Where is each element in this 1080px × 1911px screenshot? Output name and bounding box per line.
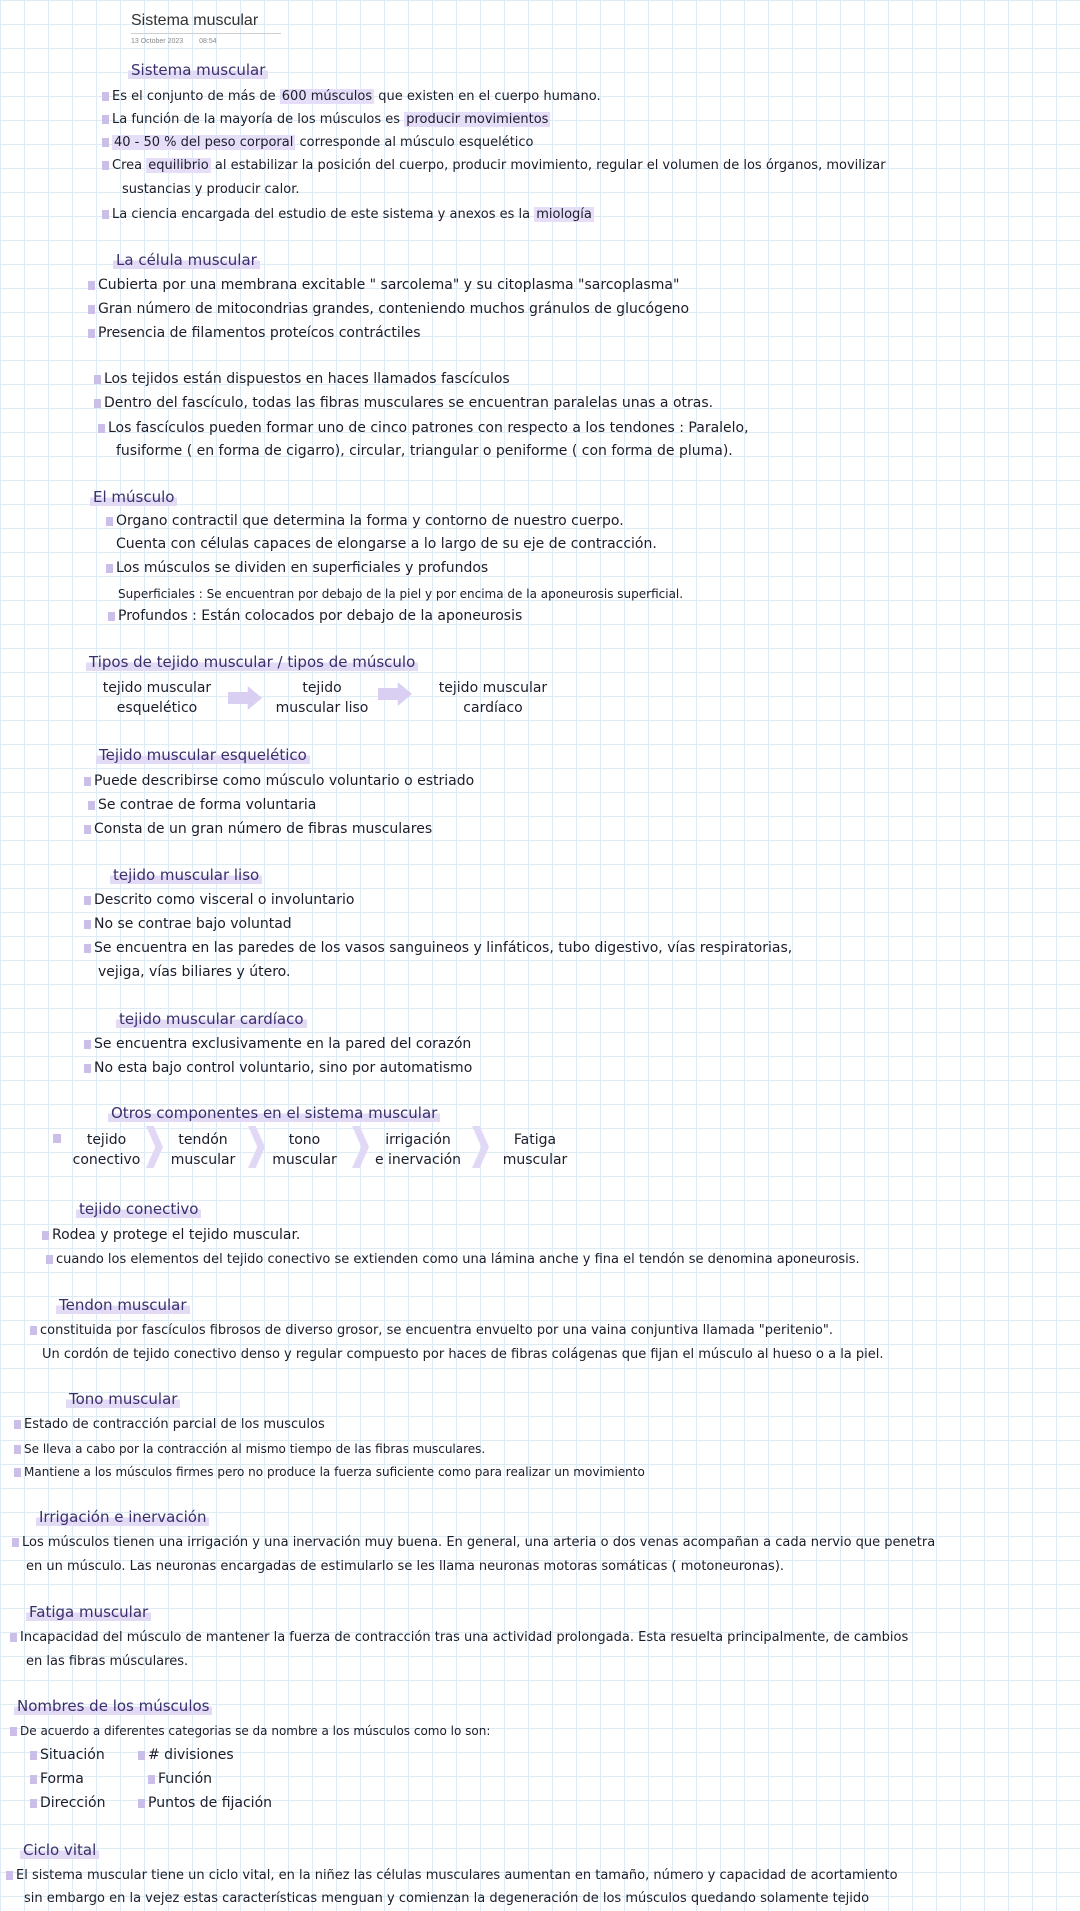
- nombres-item-funcion: Función: [158, 1771, 213, 1787]
- musculo-bullet-1-cont: Cuenta con células capaces de elongarse a lo largo de su eje de contracción.: [116, 536, 657, 552]
- tipo-liso-line-2: muscular liso: [275, 700, 369, 716]
- fatiga-bullet-1-cont: en las fibras músculares.: [26, 1654, 189, 1669]
- tipo-liso-node: [272, 678, 372, 718]
- otros-conectivo-line-1: tejido: [86, 1132, 127, 1148]
- nombres-item-forma: Forma: [40, 1771, 84, 1787]
- esqueletico-item: Consta de un gran número de fibras musculares: [94, 821, 433, 837]
- musculo-bullet-3: Profundos : Están colocados por debajo de la aponeurosis: [118, 608, 523, 624]
- otros-tendon-line-1: tendón: [178, 1132, 228, 1148]
- otros-tendon-node: [158, 1130, 248, 1170]
- celula-item: Presencia de filamentos proteícos contráctiles: [98, 325, 421, 341]
- page-metadata: [131, 38, 231, 45]
- nombres-bullet-1: De acuerdo a diferentes categorias se da nombre a los músculos como lo son:: [20, 1722, 490, 1741]
- page-title: Sistema muscular: [131, 12, 259, 29]
- celula-item: Cubierta por una membrana excitable " sarcolema" y su citoplasma "sarcoplasma": [98, 277, 680, 293]
- sistema-bullet-4-cont: sustancias y producir calor.: [122, 182, 300, 197]
- nombres-item-divisiones: # divisiones: [148, 1747, 234, 1763]
- conectivo-heading: tejido conectivo: [76, 1200, 201, 1218]
- liso-bullet-2: No se contrae bajo voluntad: [94, 916, 292, 932]
- tono-item: Mantiene a los músculos firmes pero no produce la fuerza suficiente como para realizar un movimiento: [24, 1463, 645, 1482]
- tono-item: Estado de contracción parcial de los musculos: [24, 1417, 325, 1432]
- liso-bullet-1: Descrito como visceral o involuntario: [94, 892, 355, 908]
- otros-tendon-line-2: muscular: [170, 1152, 236, 1168]
- otros-conectivo-node: [64, 1130, 149, 1170]
- sistema-bullet-3: 40 - 50 % del peso corporal corresponde al músculo esquelético: [114, 135, 534, 150]
- otros-irrigacion-line-1: irrigación: [385, 1132, 451, 1148]
- otros-fatiga-line-2: muscular: [502, 1152, 568, 1168]
- tono-item: Se lleva a cabo por la contracción al mismo tiempo de las fibras musculares.: [24, 1440, 485, 1459]
- bullet-marker: [53, 1134, 61, 1143]
- fatiga-bullet-1: Incapacidad del músculo de mantener la fuerza de contracción tras una actividad prolongada. Esta resuelta principalmente, de cambios: [20, 1630, 909, 1645]
- tipo-esqueletico-line-1: tejido muscular: [102, 680, 212, 696]
- irrigacion-bullet-1: Los músculos tienen una irrigación y una inervación muy buena. En general, una arteria o dos venas acompañan a cada nervio que penetra: [22, 1535, 936, 1550]
- tipo-esqueletico-line-2: esquelético: [116, 700, 198, 716]
- esqueletico-item: Puede describirse como músculo voluntario o estriado: [94, 773, 475, 789]
- fasciculos-bullet-3-cont: fusiforme ( en forma de cigarro), circular, triangular o peniforme ( con forma de pluma).: [116, 443, 733, 459]
- liso-bullet-3: Se encuentra en las paredes de los vasos sanguineos y linfáticos, tubo digestivo, vías respiratorias,: [94, 940, 793, 956]
- celula-heading: La célula muscular: [113, 251, 260, 269]
- esqueletico-item: Se contrae de forma voluntaria: [98, 797, 317, 813]
- sistema-bullet-4: Crea equilibrio al estabilizar la posición del cuerpo, producir movimiento, regular el volumen de los órganos, movilizar: [112, 158, 886, 173]
- otros-conectivo-line-2: conectivo: [72, 1152, 141, 1168]
- musculo-heading: El músculo: [90, 488, 177, 506]
- sistema-bullet-5: La ciencia encargada del estudio de este sistema y anexos es la miología: [112, 207, 592, 222]
- musculo-bullet-2-cont: Superficiales : Se encuentran por debajo de la piel y por encima de la aponeurosis superficial.: [118, 587, 684, 601]
- ciclo-bullet-1: El sistema muscular tiene un ciclo vital, en la niñez las células musculares aumentan en tamaño, número y capacidad de acortamiento: [16, 1868, 898, 1883]
- tipo-cardiaco-line-1: tejido muscular: [438, 680, 548, 696]
- celula-item: Gran número de mitocondrias grandes, conteniendo muchos gránulos de glucógeno: [98, 301, 690, 317]
- tipo-cardiaco-line-2: cardíaco: [463, 700, 523, 716]
- nombres-item-direccion: Dirección: [40, 1795, 106, 1811]
- fasciculos-bullet-1: Los tejidos están dispuestos en haces llamados fascículos: [104, 371, 510, 387]
- nombres-item-puntos: Puntos de fijación: [148, 1795, 273, 1811]
- tendon-heading: Tendon muscular: [56, 1296, 190, 1314]
- tendon-bullet-1: constituida por fascículos fibrosos de diverso grosor, se encuentra envuelto por una vaina conjuntiva llamada "peritenio".: [40, 1323, 833, 1338]
- tendon-bullet-1-cont: Un cordón de tejido conectivo denso y regular compuesto por haces de fibras colágenas que fijan el músculo al hueso o a la piel.: [42, 1347, 884, 1362]
- fasciculos-bullet-3: Los fascículos pueden formar uno de cinco patrones con respecto a los tendones : Paralelo,: [108, 420, 749, 436]
- sistema-heading: Sistema muscular: [128, 61, 268, 79]
- conectivo-item: Rodea y protege el tejido muscular.: [52, 1227, 301, 1243]
- musculo-bullet-1: Organo contractil que determina la forma y contorno de nuestro cuerpo.: [116, 513, 624, 529]
- otros-irrigacion-node: [362, 1130, 474, 1170]
- page-date: 13 October 2023: [131, 38, 184, 45]
- page-time: 08:54: [199, 38, 217, 45]
- irrigacion-bullet-1-cont: en un músculo. Las neuronas encargadas de estimularlo se les llama neuronas motoras somáticas ( motoneuronas).: [26, 1559, 785, 1574]
- ciclo-bullet-1-cont: sin embargo en la vejez estas características menguan y comienzan la degeneración de los músculos quedando solamente tejido: [24, 1891, 870, 1906]
- esqueletico-heading: Tejido muscular esquelético: [96, 746, 310, 764]
- ciclo-heading: Ciclo vital: [20, 1841, 99, 1859]
- musculo-bullet-2: Los músculos se dividen en superficiales y profundos: [116, 560, 489, 576]
- otros-heading: Otros componentes en el sistema muscular: [108, 1104, 440, 1122]
- conectivo-item: cuando los elementos del tejido conectivo se extienden como una lámina anche y fina el tendón se denomina aponeurosis.: [56, 1252, 860, 1267]
- tipo-liso-line-1: tejido: [302, 680, 342, 696]
- fatiga-heading: Fatiga muscular: [26, 1603, 151, 1621]
- otros-fatiga-line-1: Fatiga: [513, 1132, 557, 1148]
- arrow-right-icon: [228, 686, 262, 710]
- liso-bullet-3-cont: vejiga, vías biliares y útero.: [98, 964, 291, 980]
- tipo-cardiaco-node: [428, 678, 558, 718]
- cardiaco-heading: tejido muscular cardíaco: [116, 1010, 307, 1028]
- tipo-esqueletico-node: [92, 678, 222, 718]
- arrow-right-icon: [378, 682, 412, 706]
- cardiaco-item: No esta bajo control voluntario, sino por automatismo: [94, 1060, 473, 1076]
- fasciculos-bullet-2: Dentro del fascículo, todas las fibras musculares se encuentran paralelas unas a otras.: [104, 395, 714, 411]
- otros-tono-node: [262, 1130, 347, 1170]
- sistema-bullet-2: La función de la mayoría de los músculos es producir movimientos: [112, 112, 549, 127]
- otros-tono-line-2: muscular: [272, 1152, 337, 1168]
- otros-fatiga-node: [494, 1130, 576, 1170]
- irrigacion-heading: Irrigación e inervación: [36, 1508, 209, 1526]
- nombres-item-situacion: Situación: [40, 1747, 105, 1763]
- sistema-bullet-1: Es el conjunto de más de 600 músculos que existen en el cuerpo humano.: [112, 89, 601, 104]
- liso-heading: tejido muscular liso: [110, 866, 262, 884]
- tono-heading: Tono muscular: [66, 1390, 180, 1408]
- tipos-heading: Tipos de tejido muscular / tipos de músculo: [86, 653, 418, 671]
- chevron-right-icon: [472, 1126, 489, 1168]
- cardiaco-item: Se encuentra exclusivamente en la pared del corazón: [94, 1036, 472, 1052]
- otros-tono-line-1: tono: [288, 1132, 321, 1148]
- title-divider: [131, 33, 281, 34]
- otros-irrigacion-line-2: e inervación: [374, 1152, 462, 1168]
- nombres-heading: Nombres de los músculos: [14, 1697, 212, 1715]
